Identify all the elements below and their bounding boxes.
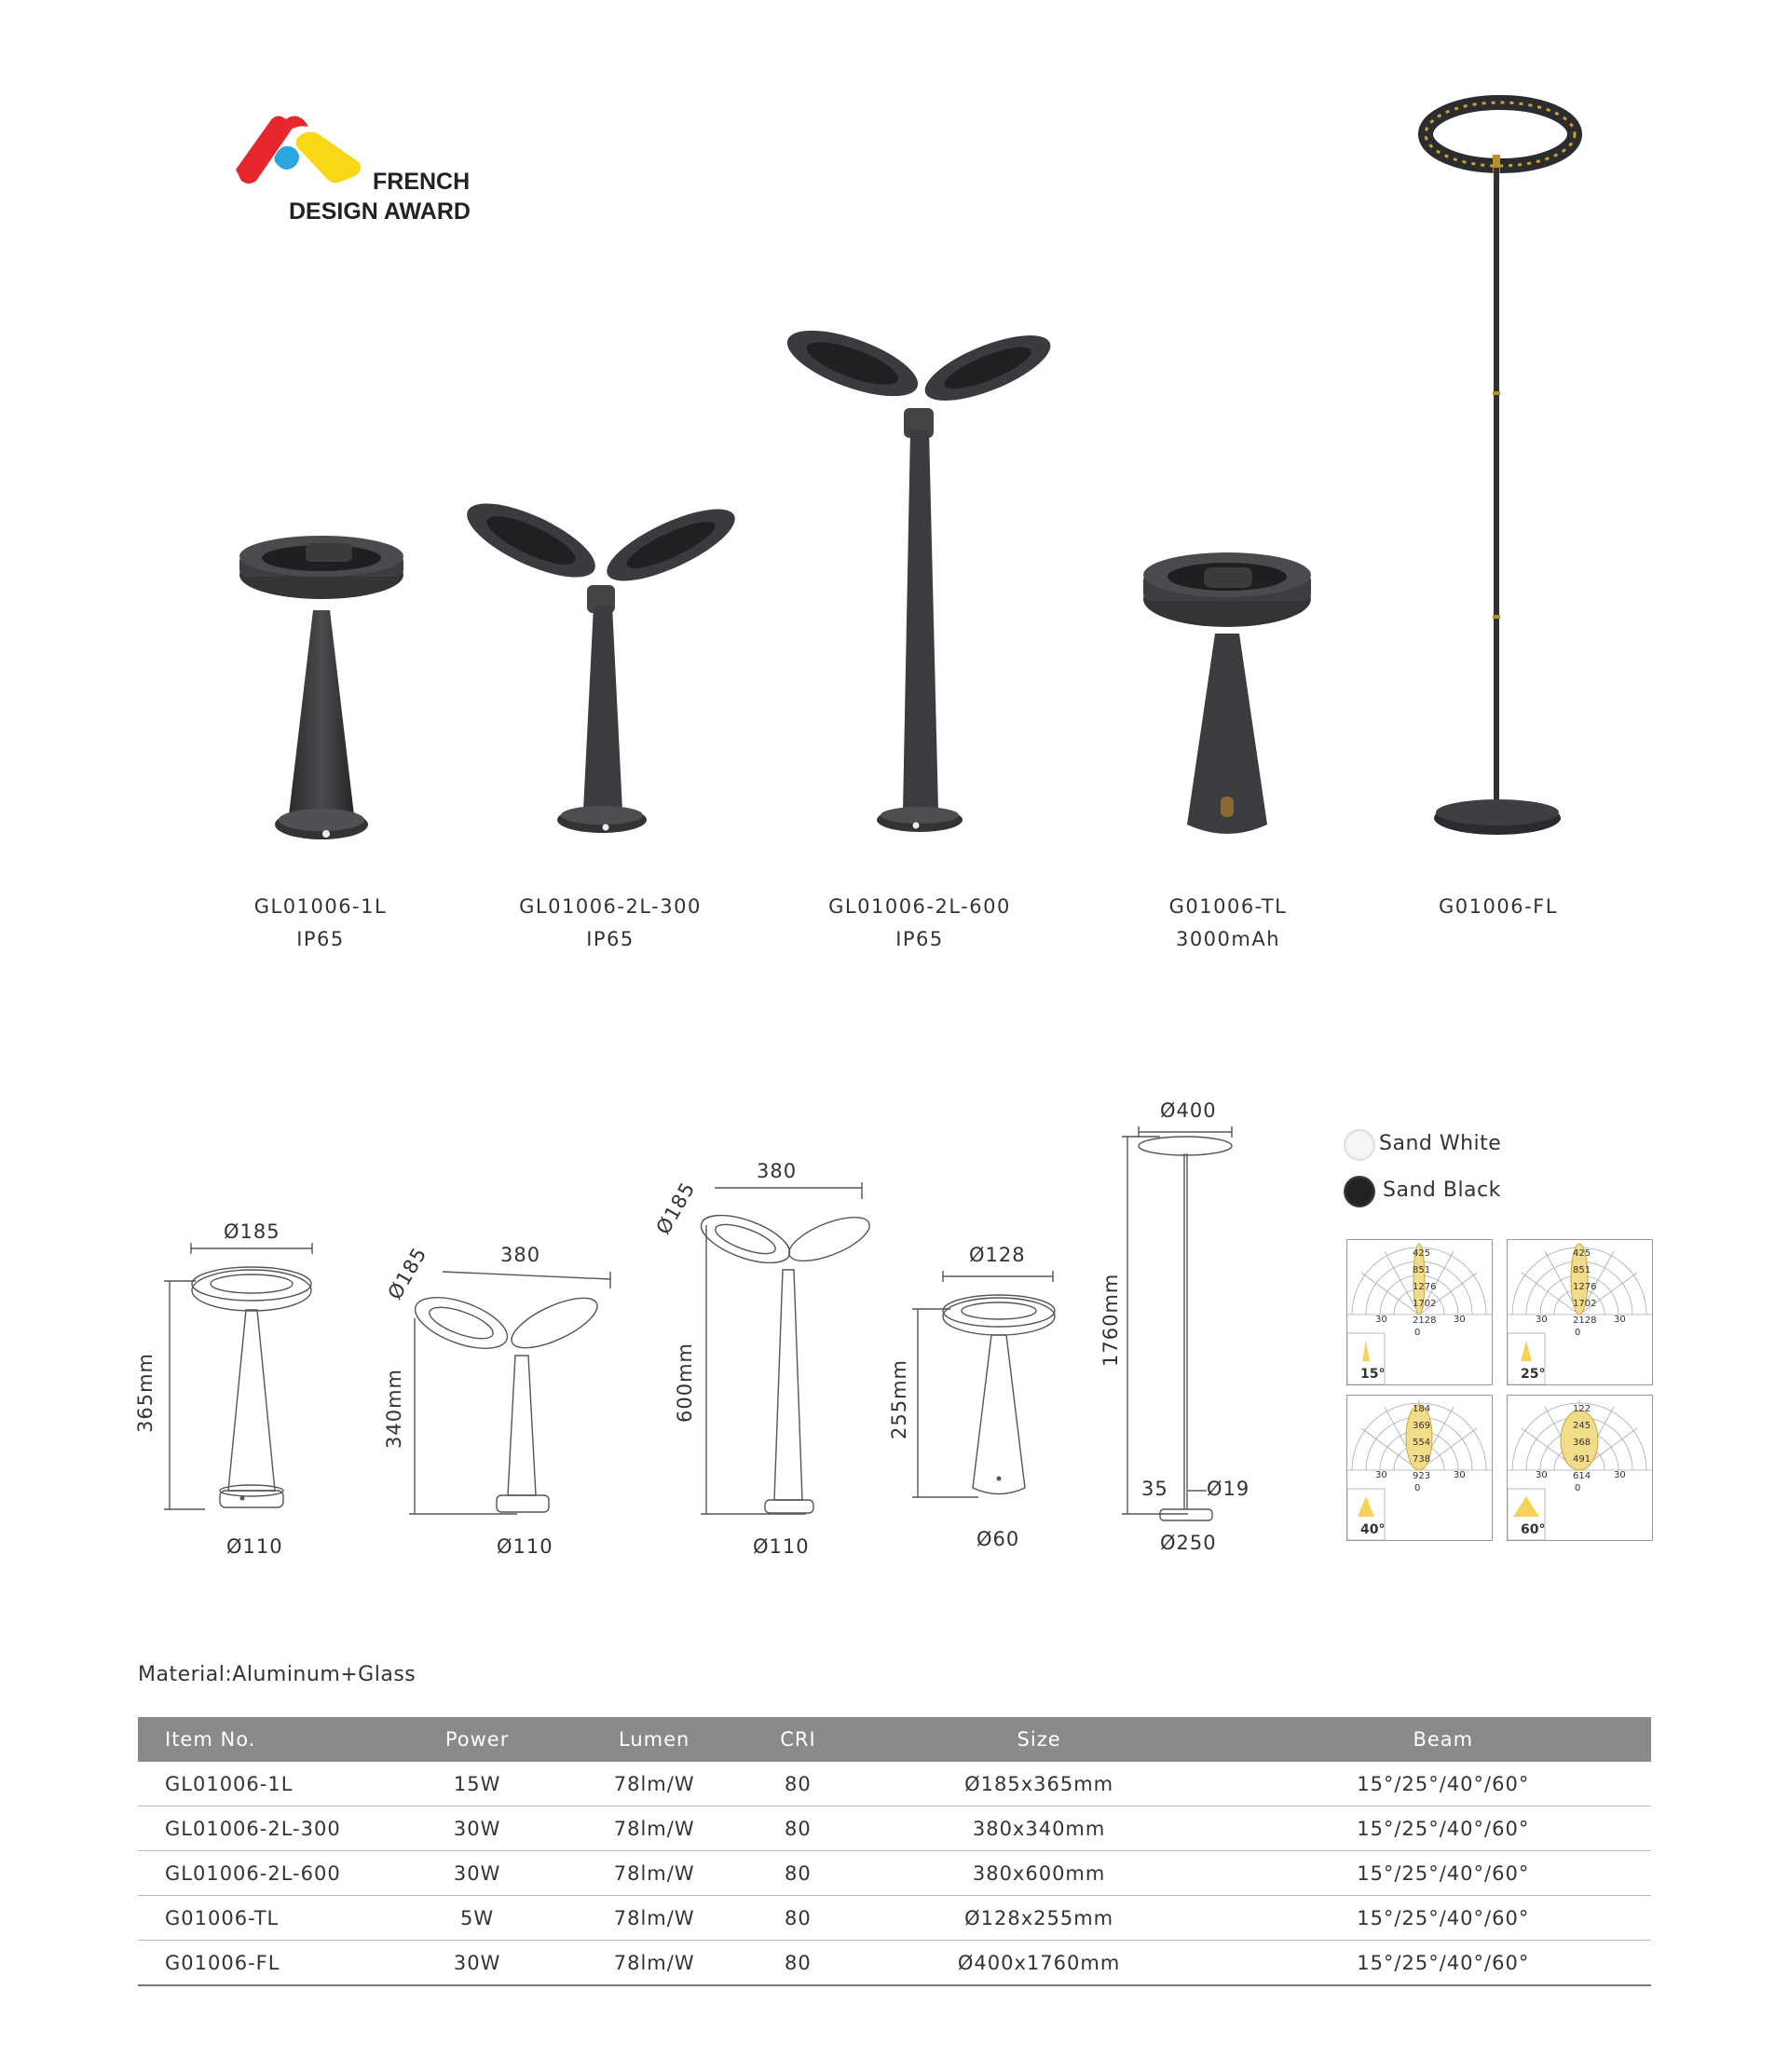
dim-width: 380 <box>500 1244 541 1266</box>
cell-power: 30W <box>399 1941 555 1986</box>
ring-value: 122 <box>1573 1404 1591 1414</box>
axis-label: 0 <box>1414 1328 1421 1338</box>
ring-value: 425 <box>1413 1248 1431 1259</box>
ring-value: 184 <box>1413 1404 1431 1414</box>
dim-height: 600mm <box>674 1343 696 1423</box>
beam-chart-15 <box>1346 1239 1493 1385</box>
beam-angle-label: 40° <box>1360 1522 1386 1537</box>
dim-height: 365mm <box>134 1353 157 1433</box>
axis-label: 30 <box>1375 1315 1387 1325</box>
ring-value: 369 <box>1413 1421 1431 1431</box>
product-model: G01006-FL <box>1439 895 1558 918</box>
table-row <box>138 1851 1651 1896</box>
dim-width: 380 <box>757 1160 798 1182</box>
beam-angle-label: 15° <box>1360 1367 1386 1382</box>
product-spec: IP65 <box>895 928 944 950</box>
ring-value: 851 <box>1413 1265 1431 1275</box>
cell-size: 380x340mm <box>843 1806 1236 1851</box>
dim-height: 340mm <box>383 1369 405 1449</box>
beam-chart-25 <box>1507 1239 1653 1385</box>
ring-value: 2128 <box>1413 1315 1437 1326</box>
dimension-drawing-3 <box>651 1160 881 1565</box>
dimension-drawing-2 <box>383 1243 629 1565</box>
cell-beam: 15°/25°/40°/60° <box>1236 1941 1651 1986</box>
cell-power: 5W <box>399 1896 555 1941</box>
cell-item-no: G01006-FL <box>138 1941 399 1986</box>
product-model: GL01006-2L-300 <box>519 895 702 918</box>
axis-label: 30 <box>1614 1470 1626 1480</box>
spec-table <box>138 1717 1651 1986</box>
axis-label: 30 <box>1614 1315 1626 1325</box>
dim-head-diameter: Ø185 <box>383 1243 431 1303</box>
beam-chart-values <box>1413 1401 1431 1485</box>
color-label: Sand Black <box>1383 1179 1501 1202</box>
ring-value: 491 <box>1573 1454 1591 1465</box>
product-caption-5 <box>1386 891 1610 923</box>
logo-line-1: FRENCH <box>373 169 471 195</box>
product-caption-1 <box>209 891 432 956</box>
axis-label: 30 <box>1454 1470 1466 1480</box>
product-image-gl01006-1l <box>233 536 410 852</box>
ring-value: 2128 <box>1573 1315 1597 1326</box>
header-power: Power <box>399 1717 555 1762</box>
beam-angle-label: 60° <box>1521 1522 1546 1537</box>
material-label: Material:Aluminum+Glass <box>138 1663 417 1686</box>
axis-label: 30 <box>1375 1470 1387 1480</box>
header-size: Size <box>843 1717 1236 1762</box>
ring-value: 1276 <box>1413 1282 1437 1292</box>
cell-item-no: GL01006-1L <box>138 1762 399 1806</box>
ring-value: 1276 <box>1573 1282 1597 1292</box>
product-spec: IP65 <box>296 928 345 950</box>
award-logo-mark <box>228 104 368 193</box>
cell-lumen: 78lm/W <box>555 1806 753 1851</box>
dim-base-diameter: Ø110 <box>226 1535 283 1558</box>
header-lumen: Lumen <box>555 1717 753 1762</box>
dim-height: 255mm <box>888 1359 910 1439</box>
french-design-award-logo <box>228 104 498 235</box>
product-spec: IP65 <box>586 928 635 950</box>
ring-value: 923 <box>1413 1471 1431 1481</box>
dim-base-diameter: Ø110 <box>753 1535 810 1558</box>
cell-size: Ø400x1760mm <box>843 1941 1236 1986</box>
product-caption-3 <box>803 891 1036 956</box>
sand-black-swatch <box>1344 1176 1375 1207</box>
axis-label: 30 <box>1454 1315 1466 1325</box>
dim-base-diameter: Ø60 <box>976 1528 1020 1550</box>
cell-size: Ø185x365mm <box>843 1762 1236 1806</box>
header-item-no: Item No. <box>138 1717 399 1762</box>
cell-beam: 15°/25°/40°/60° <box>1236 1762 1651 1806</box>
product-image-gl01006-2l-300 <box>466 503 745 848</box>
cell-power: 15W <box>399 1762 555 1806</box>
logo-line-2: DESIGN AWARD <box>289 198 471 225</box>
color-label: Sand White <box>1379 1132 1502 1155</box>
cell-lumen: 78lm/W <box>555 1941 753 1986</box>
beam-angle-label: 25° <box>1521 1367 1546 1382</box>
product-image-gl01006-2l-600 <box>787 326 1058 848</box>
cell-cri: 80 <box>753 1806 843 1851</box>
product-image-g01006-tl <box>1139 545 1316 848</box>
ring-value: 368 <box>1573 1438 1591 1448</box>
cell-item-no: GL01006-2L-600 <box>138 1851 399 1896</box>
ring-value: 738 <box>1413 1454 1431 1465</box>
dimension-drawing-4 <box>888 1244 1072 1561</box>
ring-value: 245 <box>1573 1421 1591 1431</box>
product-caption-4 <box>1116 891 1340 956</box>
cell-item-no: G01006-TL <box>138 1896 399 1941</box>
product-caption-2 <box>494 891 727 956</box>
table-row <box>138 1806 1651 1851</box>
cell-power: 30W <box>399 1851 555 1896</box>
dim-base-diameter: Ø110 <box>497 1535 553 1558</box>
beam-chart-values <box>1413 1246 1437 1329</box>
cell-power: 30W <box>399 1806 555 1851</box>
dimension-drawing-5 <box>1099 1099 1272 1565</box>
header-beam: Beam <box>1236 1717 1651 1762</box>
sand-white-swatch <box>1344 1129 1375 1161</box>
dim-pole-diameter: Ø19 <box>1207 1478 1250 1500</box>
ring-value: 614 <box>1573 1471 1591 1481</box>
header-cri: CRI <box>753 1717 843 1762</box>
ring-value: 1702 <box>1413 1299 1437 1309</box>
beam-chart-60 <box>1507 1395 1653 1541</box>
dim-plate: 35 <box>1141 1478 1168 1500</box>
cell-lumen: 78lm/W <box>555 1896 753 1941</box>
cell-cri: 80 <box>753 1896 843 1941</box>
axis-label: 0 <box>1575 1483 1581 1493</box>
cell-lumen: 78lm/W <box>555 1851 753 1896</box>
dim-height: 1760mm <box>1099 1273 1122 1367</box>
ring-value: 851 <box>1573 1265 1591 1275</box>
axis-label: 0 <box>1575 1328 1581 1338</box>
dim-top-diameter: Ø400 <box>1160 1099 1217 1122</box>
beam-chart-40 <box>1346 1395 1493 1541</box>
cell-cri: 80 <box>753 1851 843 1896</box>
product-model: GL01006-2L-600 <box>828 895 1011 918</box>
table-row <box>138 1762 1651 1806</box>
cell-beam: 15°/25°/40°/60° <box>1236 1806 1651 1851</box>
cell-beam: 15°/25°/40°/60° <box>1236 1851 1651 1896</box>
axis-label: 30 <box>1536 1315 1548 1325</box>
table-header-row <box>138 1717 1651 1762</box>
cell-lumen: 78lm/W <box>555 1762 753 1806</box>
cell-item-no: GL01006-2L-300 <box>138 1806 399 1851</box>
product-image-g01006-fl <box>1416 93 1584 848</box>
beam-chart-values <box>1573 1246 1597 1329</box>
dimension-drawing-1 <box>134 1220 345 1565</box>
axis-label: 0 <box>1414 1483 1421 1493</box>
product-model: G01006-TL <box>1168 895 1288 918</box>
cell-size: Ø128x255mm <box>843 1896 1236 1941</box>
table-row <box>138 1941 1651 1986</box>
cell-size: 380x600mm <box>843 1851 1236 1896</box>
cell-cri: 80 <box>753 1941 843 1986</box>
beam-chart-values <box>1573 1401 1591 1485</box>
dim-head-diameter: Ø185 <box>651 1178 700 1238</box>
cell-cri: 80 <box>753 1762 843 1806</box>
ring-value: 1702 <box>1573 1299 1597 1309</box>
dim-top-diameter: Ø185 <box>224 1220 280 1243</box>
cell-beam: 15°/25°/40°/60° <box>1236 1896 1651 1941</box>
dim-base-diameter: Ø250 <box>1160 1532 1217 1554</box>
dim-top-diameter: Ø128 <box>969 1244 1026 1266</box>
table-row <box>138 1896 1651 1941</box>
axis-label: 30 <box>1536 1470 1548 1480</box>
product-spec: 3000mAh <box>1175 928 1281 950</box>
ring-value: 425 <box>1573 1248 1591 1259</box>
product-model: GL01006-1L <box>253 895 388 918</box>
ring-value: 554 <box>1413 1438 1431 1448</box>
